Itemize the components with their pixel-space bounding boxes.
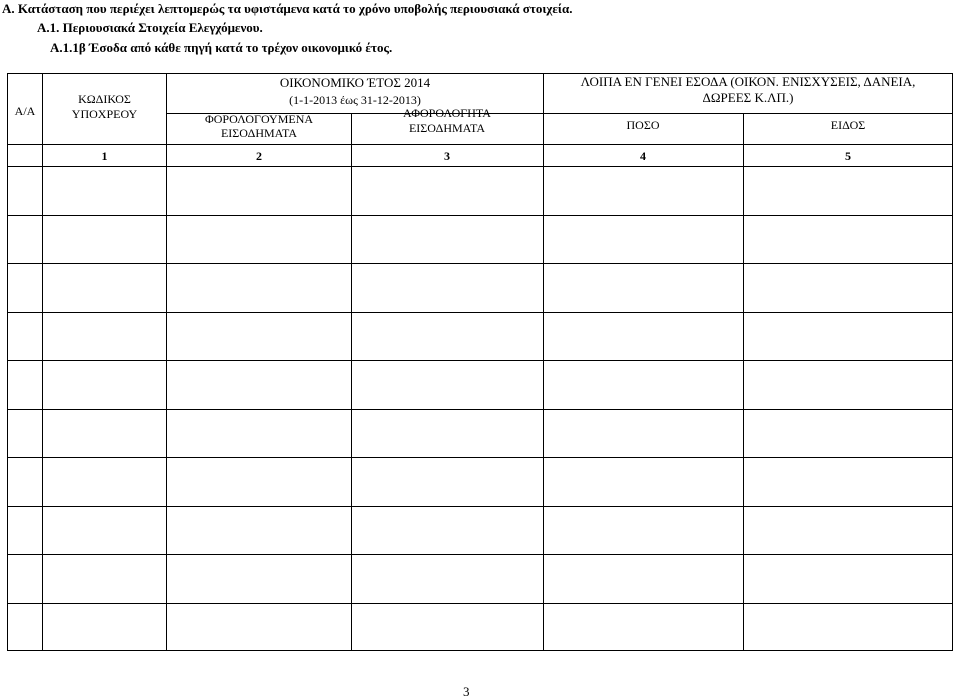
header-other-income-line1: ΛΟΙΠΑ ΕΝ ΓΕΝΕΙ ΕΣΟΔΑ (ΟΙΚΟΝ. ΕΝΙΣΧΥΣΕΙΣ, ΔΑΝΕΙΑ, <box>580 74 916 89</box>
header-code-line2: ΥΠΟΧΡΕΟΥ <box>71 107 138 121</box>
header-code-line1: ΚΩΔΙΚΟΣ <box>78 92 131 106</box>
header-nontaxable-line1: ΑΦΟΡΟΛΟΓΗΤΑ <box>403 106 491 120</box>
column-number-4: 4 <box>640 149 646 163</box>
column-number-5: 5 <box>845 149 851 163</box>
section-heading: Α. Κατάσταση που περιέχει λεπτομερώς τα υφιστάμενα κατά το χρόνο υποβολής περιουσιακά στοιχεία. <box>2 1 573 16</box>
header-taxable-line2: ΕΙΣΟΔΗΜΑΤΑ <box>220 126 298 140</box>
header-taxable-line1: ΦΟΡΟΛΟΓΟΥΜΕΝΑ <box>204 112 314 126</box>
header-aa: Α/Α <box>14 104 36 118</box>
subsection-heading: Α.1. Περιουσιακά Στοιχεία Ελεγχόμενου. <box>37 20 263 35</box>
column-number-3: 3 <box>444 149 450 163</box>
header-kind: ΕΙΔΟΣ <box>830 118 866 132</box>
subsubsection-heading: Α.1.1β Έσοδα από κάθε πηγή κατά το τρέχον οικονομικό έτος. <box>50 40 393 55</box>
header-fiscal-period: (1-1-2013 έως 31-12-2013) <box>289 93 421 107</box>
page-number: 3 <box>463 684 470 699</box>
header-fiscal-year: ΟΙΚΟΝΟΜΙΚΟ ΈΤΟΣ 2014 <box>279 75 431 90</box>
column-number-2: 2 <box>256 149 262 163</box>
header-amount: ΠΟΣΟ <box>626 118 660 132</box>
header-nontaxable-line2: ΕΙΣΟΔΗΜΑΤΑ <box>408 121 486 135</box>
column-number-1: 1 <box>101 149 108 163</box>
header-other-income-line2: ΔΩΡΕΕΣ Κ.ΛΠ.) <box>702 90 794 105</box>
